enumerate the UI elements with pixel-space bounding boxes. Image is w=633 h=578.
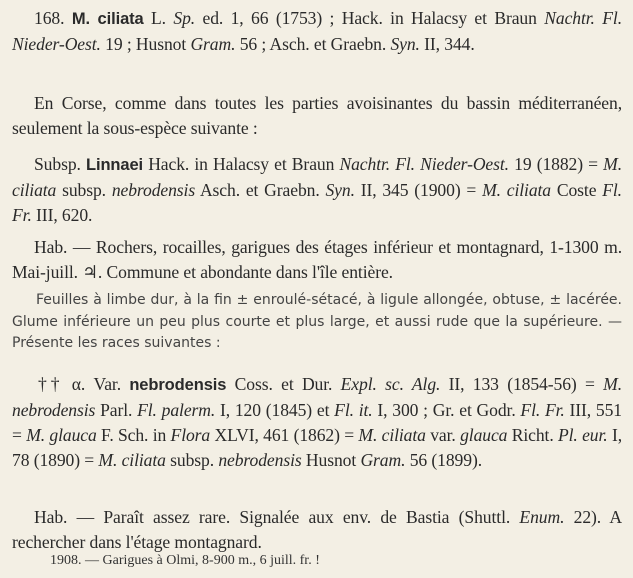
subsp-text: Hack. in Halacsy et Braun: [143, 154, 340, 174]
variety-ref: Flora: [170, 425, 211, 445]
corse-text: En Corse, comme dans toutes les parties avoisinantes du bassin méditerranéen, seulement la sous-espèce suivante :: [12, 93, 622, 138]
habitat-paragraph: [12, 235, 622, 285]
variety-text: Coss. et Dur.: [226, 374, 341, 394]
variety-text: Husnot: [301, 450, 361, 470]
subsp-ref: Fl. Fr.: [12, 180, 622, 225]
variety-text: var.: [425, 425, 461, 445]
variety-ref: Gram.: [360, 450, 406, 470]
entry-text: 19 ; Husnot: [100, 34, 191, 54]
variety-ref: Pl. eur.: [558, 425, 608, 445]
variety-text: 56 (1899).: [405, 450, 483, 470]
subsp-text: II, 345 (1900) =: [354, 180, 483, 200]
habitat-text: 22). A rechercher dans l'étage montagnard.: [12, 507, 622, 552]
subsp-text: Subsp.: [34, 154, 86, 174]
variety-ref: M. nebrodensis: [12, 374, 622, 420]
variety-ref: Fl. it.: [334, 400, 373, 420]
variety-text: I, 300 ; Gr. et Godr.: [372, 400, 521, 420]
variety-text: I, 120 (1845) et: [215, 400, 335, 420]
entry-ref: Syn.: [390, 34, 420, 54]
variety-text: II, 133 (1854-56) =: [440, 374, 604, 394]
subsp-text: Coste: [551, 180, 603, 200]
variety-ref: Fl. Fr.: [520, 400, 565, 420]
habitat-paragraph-2: [12, 505, 622, 555]
corse-paragraph: [12, 91, 622, 141]
variety-text: Richt.: [507, 425, 558, 445]
entry-text: L.: [143, 8, 174, 28]
entry-ref: Nachtr. Fl. Nieder-Oest.: [12, 8, 622, 54]
description-text: Feuilles à limbe dur, à la fin ± enroulé-sétacé, à ligule allongée, obtuse, ± lacérée. Glume inférieure un peu plus courte et plus large, et aussi rude que la supérieure. — Présente les races suivantes :: [12, 292, 622, 351]
variety-paragraph: [12, 372, 622, 473]
variety-ref: nebrodensis: [218, 450, 302, 470]
species-name: M. ciliata: [71, 10, 144, 28]
variety-ref: Expl. sc. Alg.: [340, 374, 441, 394]
variety-ref: M. glauca: [26, 425, 97, 445]
subsp-ref: nebrodensis: [111, 180, 196, 200]
subsp-ref: M. ciliata: [12, 154, 622, 200]
entry-ref: Gram.: [190, 34, 236, 54]
specimen-record: 1908. — Garigues à Olmi, 8-900 m., 6 juill. fr. !: [50, 553, 320, 568]
entry-text: ed. 1, 66 (1753) ; Hack. in Halacsy et Braun: [195, 8, 545, 28]
habitat-text: Hab. — Rochers, rocailles, garigues des étages inférieur et montagnard, 1-1300 m. Mai-juill. ♃. Commune et abondante dans l'île entière.: [12, 237, 622, 282]
subsp-text: Asch. et Graebn.: [195, 180, 326, 200]
variety-text: †† α. Var.: [34, 374, 130, 394]
entry-ref: Sp.: [173, 8, 196, 28]
habitat-ref: Enum.: [519, 507, 565, 527]
variety-text: I, 78 (1890) =: [12, 425, 623, 470]
subsp-ref: Nachtr. Fl. Nieder-Oest.: [339, 154, 509, 174]
variety-text: F. Sch. in: [96, 425, 171, 445]
subsp-text: III, 620.: [31, 205, 93, 225]
subsp-paragraph: [12, 152, 622, 228]
entry-number: 168.: [34, 8, 65, 28]
entry-text: 56 ; Asch. et Graebn.: [235, 34, 391, 54]
description-paragraph: [12, 290, 622, 355]
entry-text: II, 344.: [419, 34, 475, 54]
variety-ref: M. ciliata: [98, 450, 166, 470]
subsp-text: 19 (1882) =: [508, 154, 604, 174]
subsp-text: subsp.: [56, 180, 112, 200]
variety-text: Parl.: [95, 400, 138, 420]
habitat-text: Hab. — Paraît assez rare. Signalée aux env. de Bastia (Shuttl.: [34, 507, 520, 527]
variety-text: XLVI, 461 (1862) =: [210, 425, 359, 445]
variety-ref: glauca: [460, 425, 508, 445]
subsp-ref: Syn.: [325, 180, 355, 200]
entry-168-paragraph: [12, 6, 622, 57]
variety-name: nebrodensis: [129, 376, 227, 394]
variety-ref: Fl. palerm.: [137, 400, 216, 420]
subsp-name: Linnaei: [85, 156, 144, 174]
variety-ref: M. ciliata: [358, 425, 426, 445]
variety-text: subsp.: [165, 450, 219, 470]
variety-text: III, 551 =: [12, 400, 622, 445]
subsp-ref: M. ciliata: [482, 180, 552, 200]
